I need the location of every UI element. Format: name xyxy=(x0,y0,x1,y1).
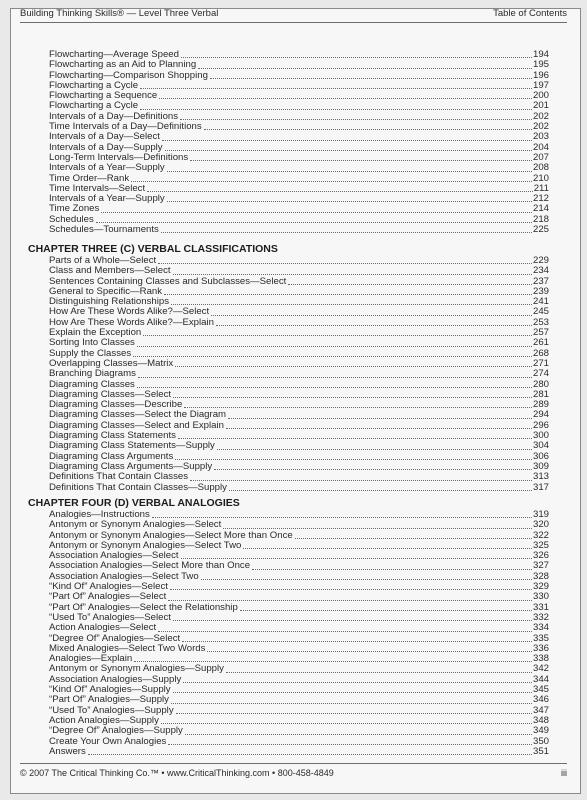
dot-leader xyxy=(147,190,533,192)
entry-title: Sorting Into Classes xyxy=(49,337,135,349)
dot-leader xyxy=(243,547,532,549)
entry-page-number: 348 xyxy=(532,714,549,726)
entry-page-number: 336 xyxy=(532,642,549,654)
entry-page-number: 329 xyxy=(532,581,549,593)
entry-page-number: 346 xyxy=(532,694,549,706)
entry-page-number: 322 xyxy=(532,529,549,541)
entry-title: Flowcharting as an Aid to Planning xyxy=(49,59,197,71)
entry-title: Antonym or Synonym Analogies—Select xyxy=(49,519,222,531)
dot-leader xyxy=(140,87,532,89)
book-title: Building Thinking Skills® — Level Three Verbal xyxy=(20,8,219,19)
chapter-title: CHAPTER FOUR (D) VERBAL ANALOGIES xyxy=(28,497,240,509)
entry-page-number: 334 xyxy=(532,622,549,634)
entry-page-number: 281 xyxy=(532,388,549,400)
toc-entry xyxy=(49,204,549,214)
entry-title: Action Analogies—Select xyxy=(49,622,157,634)
entry-page-number: 351 xyxy=(532,745,549,757)
dot-leader xyxy=(223,527,532,529)
entry-title: Diagraming Class Arguments xyxy=(49,450,174,462)
entry-page-number: 294 xyxy=(532,409,549,421)
entry-page-number: 225 xyxy=(532,224,549,236)
entry-page-number: 212 xyxy=(532,193,549,205)
entry-page-number: 241 xyxy=(532,296,549,308)
entry-title: “Part Of” Analogies—Select the Relationship xyxy=(49,601,238,613)
entry-title: Action Analogies—Supply xyxy=(49,714,159,726)
entry-title: Flowcharting—Average Speed xyxy=(49,49,179,60)
dot-leader xyxy=(131,180,532,182)
entry-title: “Kind Of” Analogies—Supply xyxy=(49,684,171,696)
dot-leader xyxy=(228,417,532,419)
entry-title: “Used To” Analogies—Supply xyxy=(49,704,174,716)
entry-title: Branching Diagrams xyxy=(49,368,136,380)
toc-entry xyxy=(49,747,549,757)
page-number: iii xyxy=(561,768,567,778)
dot-leader xyxy=(180,118,532,120)
entry-title: Diagraming Class Arguments—Supply xyxy=(49,460,213,472)
entry-title: Diagraming Classes xyxy=(49,378,135,390)
dot-leader xyxy=(185,733,532,735)
dot-leader xyxy=(134,660,532,662)
entry-title: Intervals of a Year—Supply xyxy=(49,193,165,205)
dot-leader xyxy=(175,458,532,460)
section-title: Table of Contents xyxy=(493,8,567,19)
entry-title: Supply the Classes xyxy=(49,347,132,359)
entry-title: Distinguishing Relationships xyxy=(49,296,169,308)
dot-leader xyxy=(161,722,532,724)
toc-entry-list xyxy=(49,50,549,235)
entry-page-number: 200 xyxy=(532,90,549,102)
entry-title: Antonym or Synonym Analogies—Supply xyxy=(49,663,224,675)
entry-title: Intervals of a Day—Definitions xyxy=(49,110,179,122)
entry-title: Time Order—Rank xyxy=(49,172,130,184)
entry-page-number: 274 xyxy=(532,368,549,380)
entry-page-number: 218 xyxy=(532,213,549,225)
entry-page-number: 325 xyxy=(532,539,549,551)
entry-page-number: 208 xyxy=(532,162,549,174)
chapter-four-section xyxy=(28,497,549,757)
entry-title: Flowcharting a Cycle xyxy=(49,79,139,91)
entry-page-number: 211 xyxy=(533,182,549,194)
entry-page-number: 344 xyxy=(532,673,549,685)
dot-leader xyxy=(88,753,532,755)
entry-title: Sentences Containing Classes and Subclasses—Select xyxy=(49,275,287,287)
dot-leader xyxy=(190,479,532,481)
toc-entry xyxy=(49,726,549,736)
toc-continued-section xyxy=(28,50,549,235)
dot-leader xyxy=(240,609,532,611)
entry-title: Diagraming Class Statements—Supply xyxy=(49,440,215,452)
entry-title: Intervals of a Day—Select xyxy=(49,131,160,143)
entry-page-number: 296 xyxy=(532,419,549,431)
entry-title: Antonym or Synonym Analogies—Select More than Once xyxy=(49,529,293,541)
dot-leader xyxy=(138,376,532,378)
entry-page-number: 338 xyxy=(532,653,549,665)
dot-leader xyxy=(167,170,532,172)
dot-leader xyxy=(167,200,532,202)
toc-entry-list xyxy=(49,256,549,493)
entry-page-number: 319 xyxy=(532,509,549,520)
entry-page-number: 327 xyxy=(532,560,549,572)
entry-page-number: 268 xyxy=(532,347,549,359)
entry-page-number: 320 xyxy=(532,519,549,531)
dot-leader xyxy=(190,159,532,161)
entry-page-number: 350 xyxy=(532,735,549,747)
entry-title: Schedules—Tournaments xyxy=(49,224,159,236)
dot-leader xyxy=(184,406,532,408)
entry-title: Flowcharting a Cycle xyxy=(49,100,139,112)
entry-title: Antonym or Synonym Analogies—Select Two xyxy=(49,539,242,551)
dot-leader xyxy=(170,588,532,590)
entry-page-number: 309 xyxy=(532,460,549,472)
dot-leader xyxy=(198,67,532,69)
entry-page-number: 204 xyxy=(532,141,549,153)
dot-leader xyxy=(181,56,532,58)
header-rule xyxy=(20,22,567,23)
dot-leader xyxy=(182,640,532,642)
entry-page-number: 326 xyxy=(532,550,549,562)
entry-title: Time Intervals of a Day—Definitions xyxy=(49,121,202,133)
entry-title: Time Intervals—Select xyxy=(49,182,146,194)
toc-entry xyxy=(49,737,549,747)
dot-leader xyxy=(140,108,532,110)
dot-leader xyxy=(211,314,532,316)
entry-title: Class and Members—Select xyxy=(49,265,171,277)
dot-leader xyxy=(173,273,532,275)
entry-page-number: 202 xyxy=(532,110,549,122)
dot-leader xyxy=(161,231,532,233)
dot-leader xyxy=(173,691,532,693)
dot-leader xyxy=(295,537,532,539)
dot-leader xyxy=(162,139,532,141)
entry-title: Intervals of a Year—Supply xyxy=(49,162,165,174)
entry-title: How Are These Words Alike?—Explain xyxy=(49,316,214,328)
footer-rule xyxy=(20,763,567,764)
dot-leader xyxy=(201,578,532,580)
entry-page-number: 229 xyxy=(532,255,549,266)
toc-entry xyxy=(49,472,549,482)
entry-title: Definitions That Contain Classes xyxy=(49,471,189,483)
entry-title: “Used To” Analogies—Select xyxy=(49,611,171,623)
dot-leader xyxy=(217,448,532,450)
dot-leader xyxy=(178,437,532,439)
entry-page-number: 271 xyxy=(532,357,549,369)
entry-page-number: 196 xyxy=(532,69,549,81)
dot-leader xyxy=(171,702,532,704)
entry-page-number: 245 xyxy=(532,306,549,318)
dot-leader xyxy=(183,681,532,683)
entry-page-number: 349 xyxy=(532,725,549,737)
dot-leader xyxy=(165,149,532,151)
dot-leader xyxy=(175,365,532,367)
entry-title: Long-Term Intervals—Definitions xyxy=(49,151,189,163)
chapter-three-section xyxy=(28,243,549,493)
entry-page-number: 261 xyxy=(532,337,549,349)
dot-leader xyxy=(158,630,532,632)
entry-page-number: 203 xyxy=(532,131,549,143)
dot-leader xyxy=(207,650,532,652)
entry-page-number: 304 xyxy=(532,440,549,452)
entry-title: Parts of a Whole—Select xyxy=(49,255,157,266)
entry-page-number: 330 xyxy=(532,591,549,603)
entry-title: Diagraming Class Statements xyxy=(49,430,176,442)
entry-title: Explain the Exception xyxy=(49,327,142,339)
entry-title: Intervals of a Day—Supply xyxy=(49,141,163,153)
entry-title: General to Specific—Rank xyxy=(49,285,163,297)
toc-entry xyxy=(49,225,549,235)
entry-page-number: 331 xyxy=(532,601,549,613)
copyright-text: © 2007 The Critical Thinking Co.™ • www.CriticalThinking.com • 800-458-4849 xyxy=(20,768,334,778)
entry-title: “Part Of” Analogies—Select xyxy=(49,591,167,603)
entry-title: “Degree Of” Analogies—Select xyxy=(49,632,181,644)
dot-leader xyxy=(214,468,532,470)
entry-title: Diagraming Classes—Select xyxy=(49,388,172,400)
dot-leader xyxy=(171,303,532,305)
entry-page-number: 201 xyxy=(532,100,549,112)
dot-leader xyxy=(226,427,532,429)
entry-title: Analogies—Explain xyxy=(49,653,133,665)
entry-page-number: 197 xyxy=(532,79,549,91)
entry-title: “Kind Of” Analogies—Select xyxy=(49,581,168,593)
dot-leader xyxy=(204,128,532,130)
dot-leader xyxy=(173,396,532,398)
entry-page-number: 234 xyxy=(532,265,549,277)
dot-leader xyxy=(158,262,532,264)
toc-entry xyxy=(49,483,549,493)
entry-title: Analogies—Instructions xyxy=(49,509,150,520)
entry-title: Answers xyxy=(49,745,86,757)
entry-page-number: 214 xyxy=(532,203,549,215)
entry-title: How Are These Words Alike?—Select xyxy=(49,306,210,318)
entry-page-number: 335 xyxy=(532,632,549,644)
entry-title: Flowcharting a Sequence xyxy=(49,90,158,102)
dot-leader xyxy=(173,619,532,621)
entry-page-number: 239 xyxy=(532,285,549,297)
toc-entry-list xyxy=(49,510,549,757)
entry-page-number: 194 xyxy=(532,49,549,60)
dot-leader xyxy=(288,283,532,285)
dot-leader xyxy=(226,671,532,673)
dot-leader xyxy=(168,743,532,745)
entry-title: Association Analogies—Select xyxy=(49,550,179,562)
dot-leader xyxy=(164,293,532,295)
dot-leader xyxy=(159,97,532,99)
entry-page-number: 210 xyxy=(532,172,549,184)
entry-title: Flowcharting—Comparison Shopping xyxy=(49,69,208,81)
entry-title: “Part Of” Analogies—Supply xyxy=(49,694,169,706)
entry-page-number: 257 xyxy=(532,327,549,339)
entry-page-number: 306 xyxy=(532,450,549,462)
dot-leader xyxy=(133,355,532,357)
dot-leader xyxy=(216,324,532,326)
dot-leader xyxy=(210,77,532,79)
dot-leader xyxy=(143,334,532,336)
dot-leader xyxy=(168,599,532,601)
dot-leader xyxy=(229,489,532,491)
dot-leader xyxy=(137,345,532,347)
entry-title: Schedules xyxy=(49,213,94,225)
entry-title: Time Zones xyxy=(49,203,100,215)
entry-title: Definitions That Contain Classes—Supply xyxy=(49,481,227,493)
entry-page-number: 253 xyxy=(532,316,549,328)
entry-title: Association Analogies—Select Two xyxy=(49,570,199,582)
entry-title: Overlapping Classes—Matrix xyxy=(49,357,174,369)
entry-title: Diagraming Classes—Describe xyxy=(49,399,183,411)
entry-page-number: 313 xyxy=(532,471,549,483)
dot-leader xyxy=(181,557,532,559)
page-header xyxy=(20,8,567,22)
entry-page-number: 345 xyxy=(532,684,549,696)
toc-entry xyxy=(49,194,549,204)
entry-page-number: 280 xyxy=(532,378,549,390)
dot-leader xyxy=(96,221,532,223)
entry-title: “Degree Of” Analogies—Supply xyxy=(49,725,183,737)
entry-page-number: 332 xyxy=(532,611,549,623)
entry-page-number: 207 xyxy=(532,151,549,163)
entry-page-number: 237 xyxy=(532,275,549,287)
dot-leader xyxy=(252,568,532,570)
entry-title: Create Your Own Analogies xyxy=(49,735,167,747)
entry-page-number: 202 xyxy=(532,121,549,133)
entry-page-number: 328 xyxy=(532,570,549,582)
entry-title: Diagraming Classes—Select and Explain xyxy=(49,419,224,431)
entry-title: Association Analogies—Supply xyxy=(49,673,182,685)
dot-leader xyxy=(101,211,532,213)
entry-page-number: 347 xyxy=(532,704,549,716)
entry-title: Association Analogies—Select More than Once xyxy=(49,560,251,572)
dot-leader xyxy=(176,712,532,714)
chapter-title: CHAPTER THREE (C) VERBAL CLASSIFICATIONS xyxy=(28,243,278,255)
entry-page-number: 289 xyxy=(532,399,549,411)
entry-page-number: 342 xyxy=(532,663,549,675)
dot-leader xyxy=(137,386,532,388)
entry-page-number: 317 xyxy=(532,481,549,493)
entry-page-number: 300 xyxy=(532,430,549,442)
dot-leader xyxy=(152,516,532,518)
entry-page-number: 195 xyxy=(532,59,549,71)
entry-title: Diagraming Classes—Select the Diagram xyxy=(49,409,227,421)
entry-title: Mixed Analogies—Select Two Words xyxy=(49,642,206,654)
